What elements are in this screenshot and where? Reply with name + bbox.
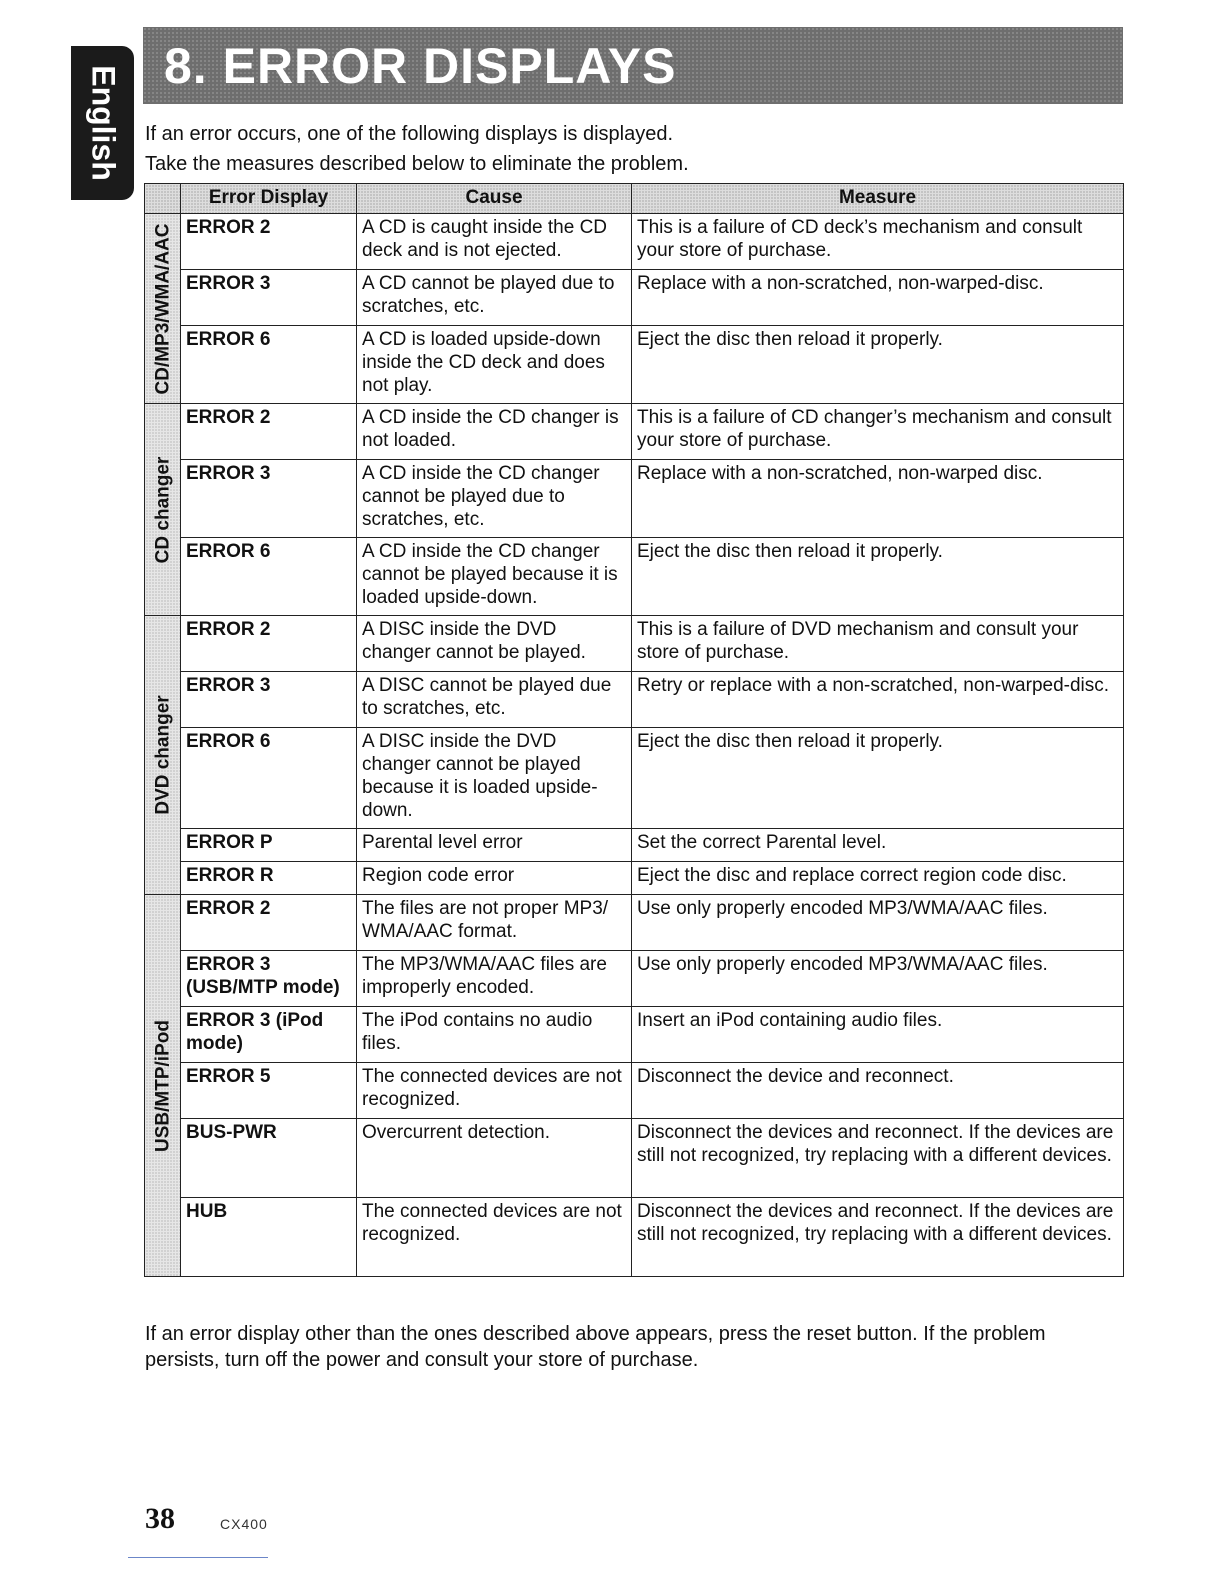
error-code: ERROR 3 (USB/MTP mode): [181, 951, 357, 1007]
measure-cell: Eject the disc and replace correct region code disc.: [632, 862, 1124, 895]
error-code: ERROR 3: [181, 672, 357, 728]
measure-cell: Use only properly encoded MP3/WMA/AAC files.: [632, 951, 1124, 1007]
error-table: [144, 183, 1124, 1277]
page-number: 38: [145, 1502, 175, 1535]
category-cell: [145, 895, 181, 1277]
error-code: HUB: [181, 1198, 357, 1277]
table-row: [145, 895, 1124, 951]
error-code: ERROR 6: [181, 538, 357, 616]
language-tab-label: English: [85, 65, 121, 181]
cause-cell: A DISC inside the DVD changer cannot be played.: [357, 616, 632, 672]
cause-cell: The iPod contains no audio files.: [357, 1007, 632, 1063]
header-cause: Cause: [357, 184, 632, 214]
table-row: [145, 862, 1124, 895]
intro-line: Take the measures described below to eliminate the problem.: [145, 153, 689, 175]
intro-line: If an error occurs, one of the following displays is displayed.: [145, 123, 674, 145]
table-row: [145, 404, 1124, 460]
category-label: CD/MP3/WMA/AAC: [152, 223, 173, 394]
cause-cell: The files are not proper MP3/ WMA/AAC format.: [357, 895, 632, 951]
measure-cell: Retry or replace with a non-scratched, non-warped-disc.: [632, 672, 1124, 728]
measure-cell: Set the correct Parental level.: [632, 829, 1124, 862]
header-measure: Measure: [632, 184, 1124, 214]
category-cell: [145, 214, 181, 404]
page-title: 8. ERROR DISPLAYS: [164, 38, 677, 94]
outro-text: If an error display other than the ones described above appears, press the reset button. If the problem persists, turn off the power and consult your store of purchase.: [145, 1323, 1046, 1371]
cause-cell: A DISC cannot be played due to scratches, etc.: [357, 672, 632, 728]
table-row: [145, 829, 1124, 862]
category-label: CD changer: [152, 456, 173, 563]
table-row: [145, 270, 1124, 326]
measure-cell: This is a failure of CD changer’s mechanism and consult your store of purchase.: [632, 404, 1124, 460]
measure-cell: Use only properly encoded MP3/WMA/AAC files.: [632, 895, 1124, 951]
measure-cell: Replace with a non-scratched, non-warped disc.: [632, 460, 1124, 538]
table-row: [145, 326, 1124, 404]
measure-cell: Eject the disc then reload it properly.: [632, 728, 1124, 829]
table-row: [145, 1063, 1124, 1119]
table-row: [145, 616, 1124, 672]
measure-cell: Replace with a non-scratched, non-warped-disc.: [632, 270, 1124, 326]
measure-cell: Eject the disc then reload it properly.: [632, 326, 1124, 404]
table-row: [145, 460, 1124, 538]
table-row: [145, 538, 1124, 616]
table-row: [145, 1119, 1124, 1198]
measure-cell: Disconnect the devices and reconnect. If the devices are still not recognized, try replacing with a different devices.: [632, 1198, 1124, 1277]
section-title-bar: [143, 27, 1123, 104]
footer-divider: [128, 1557, 268, 1558]
category-label: USB/MTP/iPod: [152, 1019, 173, 1152]
category-cell: [145, 404, 181, 616]
header-error-display: Error Display: [181, 184, 357, 214]
error-code: ERROR 3: [181, 270, 357, 326]
table-row: [145, 214, 1124, 270]
error-code: ERROR P: [181, 829, 357, 862]
table-row: [145, 1198, 1124, 1277]
measure-cell: Eject the disc then reload it properly.: [632, 538, 1124, 616]
cause-cell: A CD inside the CD changer cannot be played because it is loaded upside-down.: [357, 538, 632, 616]
language-tab: [71, 46, 134, 200]
cause-cell: The connected devices are not recognized.: [357, 1063, 632, 1119]
cause-cell: Parental level error: [357, 829, 632, 862]
measure-cell: This is a failure of DVD mechanism and consult your store of purchase.: [632, 616, 1124, 672]
table-row: [145, 1007, 1124, 1063]
error-code: ERROR R: [181, 862, 357, 895]
table-row: [145, 728, 1124, 829]
table-row: [145, 672, 1124, 728]
error-code: BUS-PWR: [181, 1119, 357, 1198]
cause-cell: The MP3/WMA/AAC files are improperly encoded.: [357, 951, 632, 1007]
cause-cell: A DISC inside the DVD changer cannot be played because it is loaded upside-down.: [357, 728, 632, 829]
measure-cell: Insert an iPod containing audio files.: [632, 1007, 1124, 1063]
measure-cell: Disconnect the device and reconnect.: [632, 1063, 1124, 1119]
cause-cell: A CD inside the CD changer cannot be played due to scratches, etc.: [357, 460, 632, 538]
measure-cell: This is a failure of CD deck’s mechanism and consult your store of purchase.: [632, 214, 1124, 270]
cause-cell: Overcurrent detection.: [357, 1119, 632, 1198]
error-code: ERROR 3: [181, 460, 357, 538]
error-code: ERROR 6: [181, 728, 357, 829]
table-header-row: [145, 184, 1124, 214]
measure-cell: Disconnect the devices and reconnect. If the devices are still not recognized, try replacing with a different devices.: [632, 1119, 1124, 1198]
table-row: [145, 951, 1124, 1007]
cause-cell: A CD cannot be played due to scratches, etc.: [357, 270, 632, 326]
header-category: [145, 184, 181, 214]
error-code: ERROR 3 (iPod mode): [181, 1007, 357, 1063]
cause-cell: A CD is caught inside the CD deck and is not ejected.: [357, 214, 632, 270]
cause-cell: Region code error: [357, 862, 632, 895]
model-name: CX400: [220, 1516, 268, 1532]
error-code: ERROR 2: [181, 214, 357, 270]
error-code: ERROR 2: [181, 404, 357, 460]
cause-cell: A CD inside the CD changer is not loaded.: [357, 404, 632, 460]
category-cell: [145, 616, 181, 895]
category-label: DVD changer: [152, 695, 173, 815]
cause-cell: A CD is loaded upside-down inside the CD deck and does not play.: [357, 326, 632, 404]
error-code: ERROR 6: [181, 326, 357, 404]
intro-text: [145, 119, 689, 179]
cause-cell: The connected devices are not recognized.: [357, 1198, 632, 1277]
error-code: ERROR 2: [181, 895, 357, 951]
error-code: ERROR 5: [181, 1063, 357, 1119]
error-code: ERROR 2: [181, 616, 357, 672]
